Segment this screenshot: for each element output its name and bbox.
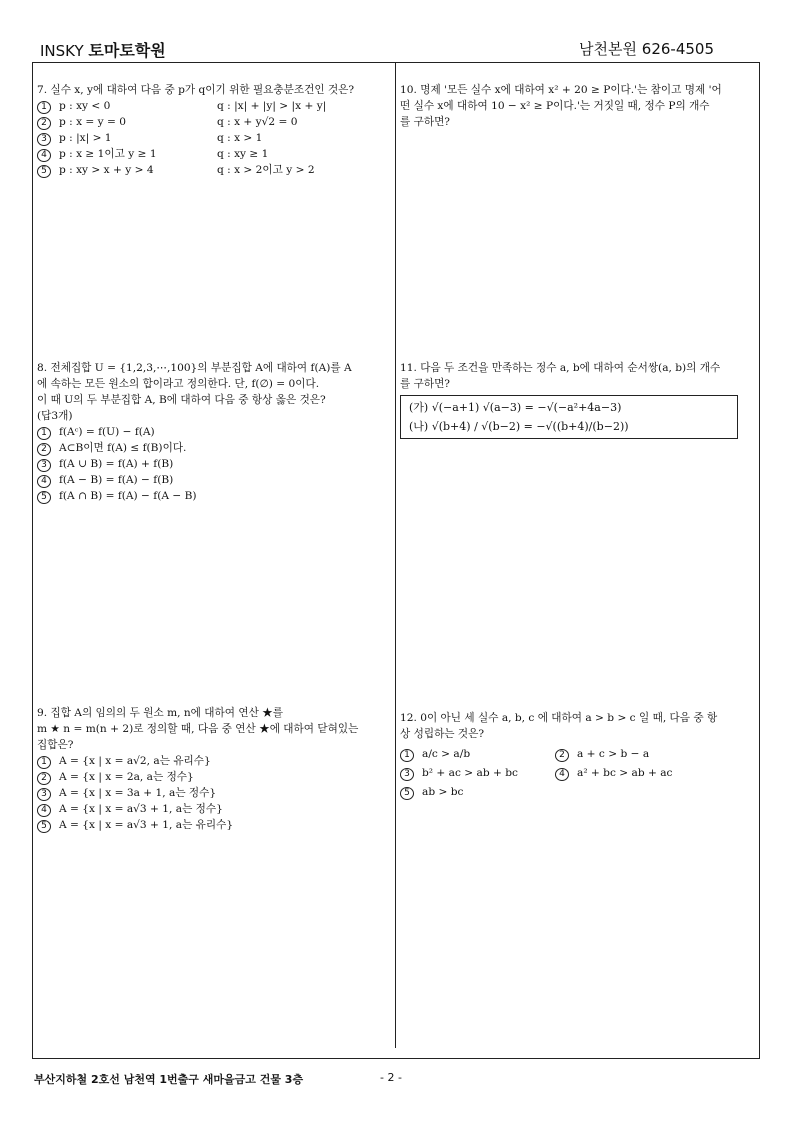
choice-number-icon: 2 (37, 117, 51, 130)
question-10-line1: 10. 명제 '모든 실수 x에 대하여 x² + 20 ≥ P이다.'는 참이고 명제 '어 (400, 84, 722, 96)
answer-option[interactable] (37, 456, 389, 472)
answer-option-text: ab > bc (422, 786, 464, 798)
question-9-line1: 9. 집합 A의 임의의 두 원소 m, n에 대하여 연산 ★를 (37, 707, 283, 719)
answer-option[interactable] (37, 424, 389, 440)
condition-ga-expr: √(−a+1) √(a−3) = −√(−a²+4a−3) (431, 401, 622, 414)
answer-option-text: A = {x | x = a√3 + 1, a는 유리수} (59, 819, 234, 831)
answer-option-text: a/c > a/b (422, 748, 471, 760)
column-divider (395, 62, 396, 1048)
question-10-line2: 떤 실수 x에 대하여 10 − x² ≥ P이다.'는 거짓일 때, 정수 P의 개수 (400, 100, 710, 112)
question-12-line1: 12. 0이 아닌 세 실수 a, b, c 에 대하여 a > b > c 일 때, 다음 중 항 (400, 712, 718, 724)
condition-ga (409, 398, 729, 417)
answer-option-text: f(A ∪ B) = f(A) + f(B) (59, 458, 174, 470)
condition-p: p : xy > x + y > 4 (59, 164, 154, 176)
condition-q: q : x > 1 (217, 132, 263, 144)
choice-number-icon: 2 (555, 749, 569, 762)
answer-option[interactable] (400, 765, 555, 781)
choice-number-icon: 1 (37, 756, 51, 769)
choice-number-icon: 4 (37, 149, 51, 162)
question-12-line2: 상 성립하는 것은? (400, 728, 485, 740)
condition-na-expr: √(b+4) / √(b−2) = −√((b+4)/(b−2)) (431, 420, 629, 433)
answer-option[interactable] (555, 765, 672, 781)
question-9-line2: m ★ n = m(n + 2)로 정의할 때, 다음 중 연산 ★에 대하여 닫혀있는 (37, 723, 359, 735)
condition-p: p : xy < 0 (59, 100, 111, 112)
condition-p: p : x = y = 0 (59, 116, 127, 128)
choice-number-icon: 1 (37, 101, 51, 114)
answer-option[interactable] (555, 746, 649, 762)
academy-latin: INSKY (40, 42, 84, 60)
answer-row (400, 765, 752, 781)
answer-option[interactable] (37, 146, 389, 162)
page-header (40, 38, 754, 60)
answer-option[interactable] (37, 472, 389, 488)
academy-korean: 토마토학원 (88, 41, 166, 60)
answer-option[interactable] (37, 769, 389, 785)
answer-option[interactable] (37, 785, 389, 801)
answer-option[interactable] (400, 746, 555, 762)
condition-p: p : |x| > 1 (59, 132, 112, 144)
question-10 (400, 82, 752, 130)
answer-option[interactable] (400, 784, 555, 800)
answer-option-text: A = {x | x = a√2, a는 유리수} (59, 755, 211, 767)
question-7 (37, 82, 389, 178)
condition-q: q : |x| + |y| > |x + y| (217, 100, 327, 112)
page-frame (32, 62, 760, 1059)
answer-option[interactable] (37, 753, 389, 769)
condition-ga-label: (가) (409, 401, 429, 414)
question-10-line3: 를 구하면? (400, 116, 450, 128)
conditions-box (400, 395, 738, 439)
answer-option[interactable] (37, 801, 389, 817)
condition-q: q : x > 2이고 y > 2 (217, 164, 315, 176)
choice-number-icon: 3 (37, 133, 51, 146)
answer-option[interactable] (37, 114, 389, 130)
question-12 (400, 710, 752, 803)
answer-option[interactable] (37, 440, 389, 456)
answer-option[interactable] (37, 488, 389, 504)
question-8-line3: 이 때 U의 두 부분집합 A, B에 대하여 다음 중 항상 옳은 것은? (37, 394, 326, 406)
choice-number-icon: 5 (400, 787, 414, 800)
choice-number-icon: 2 (37, 443, 51, 456)
choice-number-icon: 5 (37, 820, 51, 833)
answer-row (400, 784, 752, 800)
choice-number-icon: 4 (37, 804, 51, 817)
question-9-line3: 집합은? (37, 739, 74, 751)
answer-option-text: f(Aᶜ) = f(U) − f(A) (59, 426, 155, 438)
question-11-line2: 를 구하면? (400, 378, 450, 390)
answer-option-text: a + c > b − a (577, 748, 650, 760)
choice-number-icon: 3 (37, 788, 51, 801)
condition-p: p : x ≥ 1이고 y ≥ 1 (59, 148, 157, 160)
answer-option-text: f(A ∩ B) = f(A) − f(A − B) (59, 490, 197, 502)
question-8-line4: (답3개) (37, 410, 73, 422)
answer-option-text: A = {x | x = 3a + 1, a는 정수} (59, 787, 217, 799)
choice-number-icon: 5 (37, 165, 51, 178)
choice-number-icon: 4 (555, 768, 569, 781)
page-number: - 2 - (380, 1071, 402, 1084)
answer-option-text: A⊂B이면 f(A) ≤ f(B)이다. (59, 442, 187, 454)
answer-option[interactable] (37, 162, 389, 178)
condition-na (409, 417, 729, 436)
answer-option-text: f(A − B) = f(A) − f(B) (59, 474, 174, 486)
choice-number-icon: 1 (400, 749, 414, 762)
question-11-line1: 11. 다음 두 조건을 만족하는 정수 a, b에 대하여 순서쌍(a, b)의 개수 (400, 362, 721, 374)
branch-phone: 남천본원 626-4505 (579, 40, 714, 58)
choice-number-icon: 1 (37, 427, 51, 440)
answer-row (400, 746, 752, 762)
condition-na-label: (나) (409, 420, 429, 433)
choice-number-icon: 3 (37, 459, 51, 472)
choice-number-icon: 3 (400, 768, 414, 781)
condition-q: q : xy ≥ 1 (217, 148, 269, 160)
answer-option-text: A = {x | x = a√3 + 1, a는 정수} (59, 803, 223, 815)
question-8 (37, 360, 389, 504)
academy-name (40, 38, 166, 61)
answer-option-text: b² + ac > ab + bc (422, 767, 518, 779)
footer-address: 부산지하철 2호선 남천역 1번출구 새마을금고 건물 3층 (34, 1073, 304, 1086)
question-8-line1: 8. 전체집합 U = {1,2,3,⋯,100}의 부분집합 A에 대하여 f(A)를 A (37, 362, 352, 374)
choice-number-icon: 5 (37, 491, 51, 504)
answer-option[interactable] (37, 98, 389, 114)
answer-option-text: a² + bc > ab + ac (577, 767, 673, 779)
answer-option-text: A = {x | x = 2a, a는 정수} (59, 771, 194, 783)
question-7-stem: 7. 실수 x, y에 대하여 다음 중 p가 q이기 위한 필요충분조건인 것은? (37, 84, 355, 96)
answer-option[interactable] (37, 817, 389, 833)
answer-option[interactable] (37, 130, 389, 146)
choice-number-icon: 4 (37, 475, 51, 488)
condition-q: q : x + y√2 = 0 (217, 116, 298, 128)
question-11 (400, 360, 752, 439)
question-8-line2: 에 속하는 모든 원소의 합이라고 정의한다. 단, f(∅) = 0이다. (37, 378, 320, 390)
choice-number-icon: 2 (37, 772, 51, 785)
question-9 (37, 705, 389, 833)
